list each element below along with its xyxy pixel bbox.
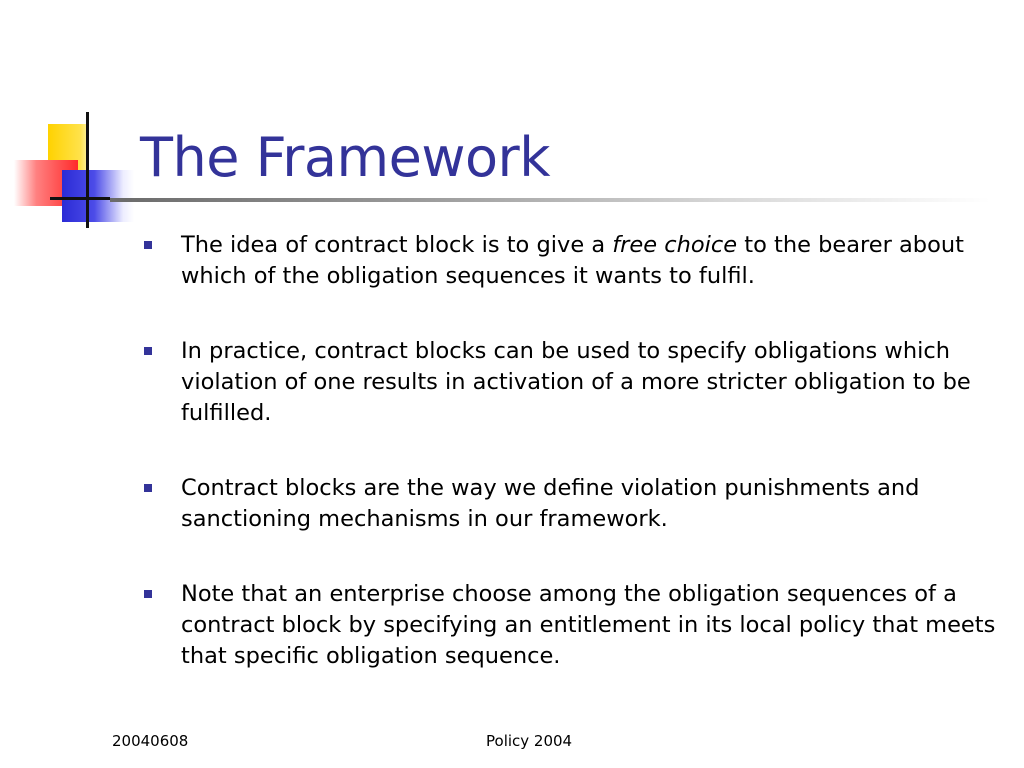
vertical-line-shape <box>86 112 89 228</box>
square-bullet-icon <box>144 590 152 598</box>
bullet-emphasis-text: free choice <box>612 232 738 258</box>
slide-title: The Framework <box>140 126 551 189</box>
title-underline-rule <box>110 198 990 202</box>
bullet-item <box>142 579 1002 672</box>
bullet-text-before: The idea of contract block is to give a <box>181 232 613 258</box>
square-bullet-icon <box>144 347 152 355</box>
decorative-squares-logo <box>0 0 150 240</box>
square-bullet-icon <box>144 241 152 249</box>
bullet-text-after: to the bearer about which of the obligation sequences it wants to fulfil. <box>181 232 964 289</box>
bullet-text: Contract blocks are the way we define violation punishments and sanctioning mechanisms in our framework. <box>181 475 920 532</box>
bullet-item <box>142 336 1002 429</box>
horizontal-line-shape <box>50 197 110 200</box>
square-bullet-icon <box>144 484 152 492</box>
bullet-item <box>142 230 1002 292</box>
bullet-text: In practice, contract blocks can be used to specify obligations which violation of one results in activation of a more stricter obligation to be fulfilled. <box>181 338 971 426</box>
bullet-text: Note that an enterprise choose among the obligation sequences of a contract block by specifying an entitlement in its local policy that meets that specific obligation sequence. <box>181 581 996 669</box>
footer-title: Policy 2004 <box>486 732 573 750</box>
footer-date: 20040608 <box>112 732 189 750</box>
bullet-list <box>142 230 1002 716</box>
bullet-item <box>142 473 1002 535</box>
blue-square-shape <box>62 170 134 222</box>
